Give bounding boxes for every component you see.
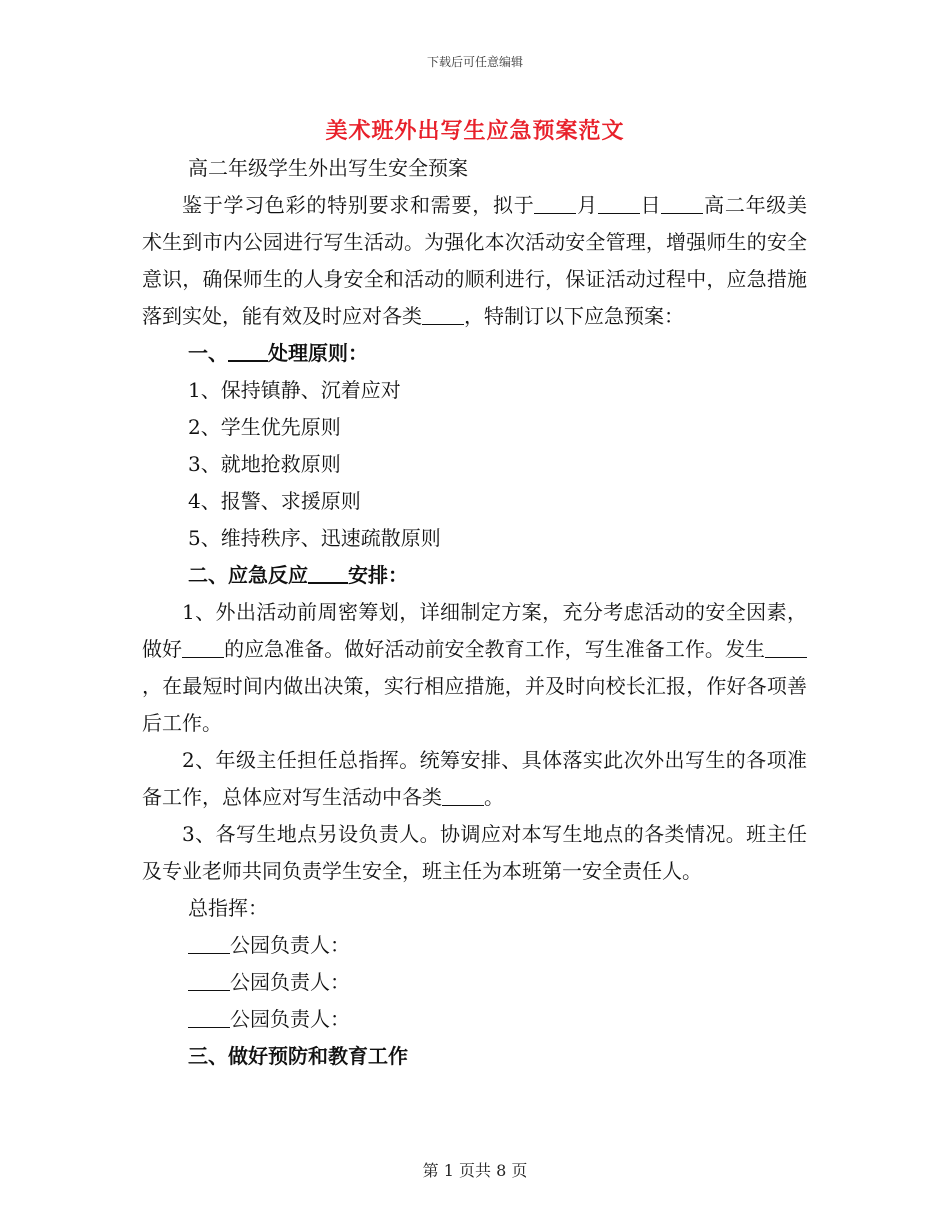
section2-paragraph-3: 3、各写生地点另设负责人。协调应对本写生地点的各类情况。班主任及专业老师共同负责学生安全，班主任为本班第一安全责任人。 [142, 822, 807, 883]
section2-paragraph-1 [142, 594, 807, 742]
intro-text-e: ，特制订以下应急预案： [464, 304, 684, 328]
list-item: 2、学生优先原则 [188, 415, 341, 439]
blank-line [534, 193, 576, 214]
intro-text-a: 鉴于学习色彩的特别要求和需要，拟于 [182, 193, 535, 217]
s2p1-text-c: ，在最短时间内做出决策，实行相应措施，并及时向校长汇报，作好各项善后工作。 [142, 674, 807, 735]
s2p1-text-a: 1、外出活动前周密筹划，详细制定方案，充分考虑活动的安全因素，做好 [142, 600, 807, 661]
blank-line [442, 785, 484, 806]
park-responsible-row [142, 964, 807, 1001]
blank-line [598, 193, 640, 214]
intro-paragraph [142, 187, 807, 335]
section1-heading [142, 335, 807, 372]
blank-line [228, 340, 268, 362]
list-item: 4、报警、求援原则 [188, 489, 361, 513]
section2-heading [142, 557, 807, 594]
subtitle: 高二年级学生外出写生安全预案 [188, 156, 468, 180]
section1-suffix: 处理原则： [268, 341, 368, 365]
park-responsible-row [142, 927, 807, 964]
blank-line [182, 637, 224, 658]
s2p2-text-a: 2、年级主任担任总指挥。统筹安排、具体落实此次外出写生的各项准备工作，总体应对写生活动中各类 [142, 748, 807, 809]
s2p1-text-b: 的应急准备。做好活动前安全教育工作，写生准备工作。发生 [224, 637, 766, 661]
blank-line [422, 304, 464, 325]
list-item: 1、保持镇静、沉着应对 [188, 378, 401, 402]
blank-line [765, 637, 807, 658]
intro-text-d: 高二年级美术生到市内公园进行写生活动。为强化本次活动安全管理，增强师生的安全意识，确保师生的人身安全和活动的顺利进行，保证活动过程中，应急措施落到实处，能有效及时应对各类 [142, 193, 808, 328]
list-item: 5、维持秩序、迅速疏散原则 [188, 526, 441, 550]
commander-label: 总指挥： [188, 896, 268, 920]
section2-paragraph-2 [142, 742, 807, 816]
page-footer: 第 1 页共 8 页 [422, 1161, 528, 1180]
park-label: 公园负责人： [230, 933, 350, 957]
section1-prefix: 一、 [188, 341, 228, 365]
list-item: 3、就地抢救原则 [188, 452, 341, 476]
document-title: 美术班外出写生应急预案范文 [325, 118, 625, 144]
park-label: 公园负责人： [230, 1007, 350, 1031]
document-body [142, 150, 807, 1075]
park-responsible-row [142, 1001, 807, 1038]
section3-heading: 三、做好预防和教育工作 [188, 1044, 408, 1068]
blank-line [188, 933, 230, 954]
park-label: 公园负责人： [230, 970, 350, 994]
section2-prefix: 二、应急反应 [188, 563, 308, 587]
s2p2-text-b: 。 [484, 785, 504, 809]
blank-line [188, 1007, 230, 1028]
intro-text-b: 月 [576, 193, 598, 217]
header-note: 下载后可任意编辑 [426, 55, 523, 69]
blank-line [661, 193, 703, 214]
blank-line [188, 970, 230, 991]
blank-line [308, 562, 348, 584]
intro-text-c: 日 [639, 193, 662, 217]
section2-suffix: 安排： [348, 563, 408, 587]
